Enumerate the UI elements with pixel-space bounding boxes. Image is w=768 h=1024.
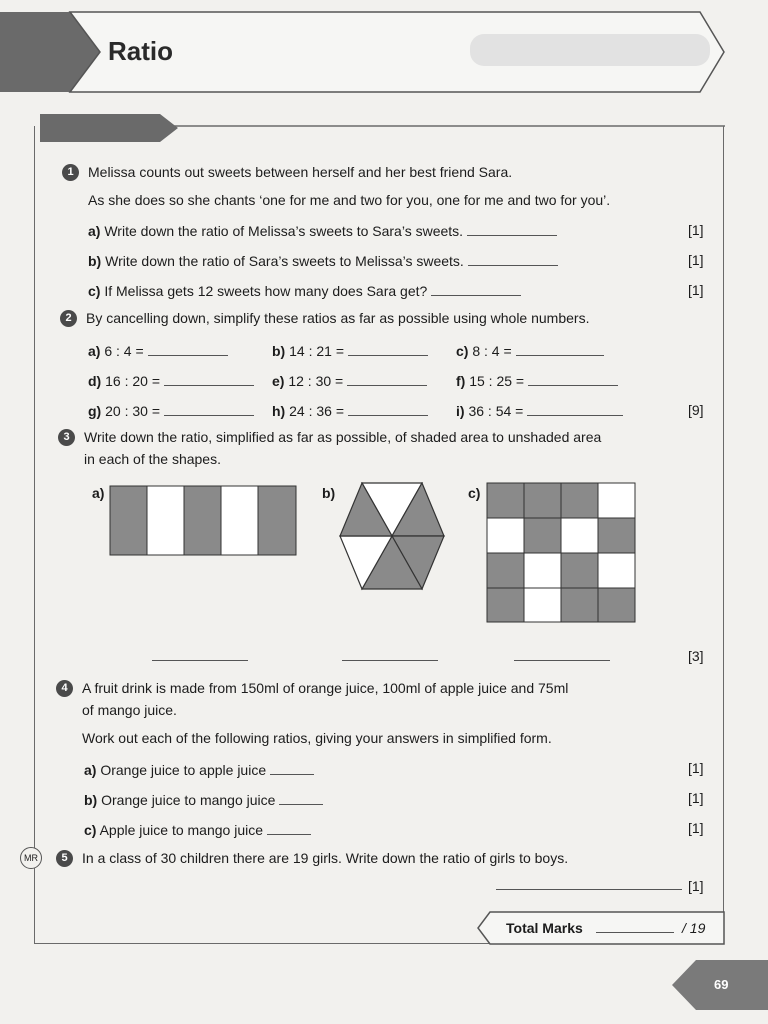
q2e-text: 12 : 30 =: [288, 373, 344, 389]
q2f: [456, 372, 618, 390]
q4a-mark: [1]: [688, 760, 704, 776]
q4b-answer-line[interactable]: [279, 792, 323, 805]
q2i: [456, 402, 623, 420]
q2h-text: 24 : 36 =: [289, 403, 344, 419]
total-marks-value: / 19: [682, 920, 706, 936]
q3-stem-2: in each of the shapes.: [84, 451, 221, 467]
q2d-answer-line[interactable]: [164, 373, 254, 386]
q2c-label: c): [456, 343, 469, 359]
q2d: [88, 372, 254, 390]
total-marks-line[interactable]: [596, 932, 674, 933]
q4a-answer-line[interactable]: [270, 762, 314, 775]
frame-tab: [34, 112, 184, 146]
q2h: [272, 402, 428, 420]
q2i-label: i): [456, 403, 465, 419]
q2-stem: By cancelling down, simplify these ratios as far as possible using whole numbers.: [86, 310, 590, 326]
q3-stem: Write down the ratio, simplified as far as possible, of shaded area to unshaded area: [84, 429, 602, 445]
q1b: [88, 252, 558, 270]
q2f-label: f): [456, 373, 466, 389]
q1b-text: Write down the ratio of Sara’s sweets to Melissa’s sweets.: [105, 253, 464, 269]
q2c-answer-line[interactable]: [516, 343, 604, 356]
q4a: [84, 761, 314, 779]
q2b-label: b): [272, 343, 286, 359]
q2a-answer-line[interactable]: [148, 343, 228, 356]
q3c-answer-line[interactable]: [514, 660, 610, 661]
q2f-answer-line[interactable]: [528, 373, 618, 386]
q1c: [88, 282, 521, 300]
question-number-1: 1: [62, 164, 79, 181]
q2i-answer-line[interactable]: [527, 403, 623, 416]
q5-mark: [1]: [688, 878, 704, 894]
q1-stem-2: As she does so she chants ‘one for me and two for you, one for me and two for you’.: [88, 192, 611, 208]
question-number-2: 2: [60, 310, 77, 327]
q2g-text: 20 : 30 =: [105, 403, 160, 419]
page-number: 69: [714, 977, 729, 992]
q3b-hexagon-shape: [338, 482, 446, 598]
q3a-rectangle-shape: [109, 485, 299, 557]
q3-mark: [3]: [688, 648, 704, 664]
q4b: [84, 791, 323, 809]
q2e: [272, 372, 427, 390]
q4c-answer-line[interactable]: [267, 822, 311, 835]
total-marks-label: Total Marks: [506, 920, 583, 936]
q1a-label: a): [88, 223, 101, 239]
mr-badge: MR: [20, 847, 42, 869]
q4b-mark: [1]: [688, 790, 704, 806]
q1c-text: If Melissa gets 12 sweets how many does Sara get?: [104, 283, 428, 299]
q1c-mark: [1]: [688, 282, 704, 298]
q4-stem-3: Work out each of the following ratios, giving your answers in simplified form.: [82, 730, 552, 746]
frame-top-line: [170, 124, 725, 128]
q3b-answer-line[interactable]: [342, 660, 438, 661]
q4b-label: b): [84, 792, 98, 808]
q2g-label: g): [88, 403, 102, 419]
q2b-answer-line[interactable]: [348, 343, 428, 356]
q3c-grid-shape: [486, 482, 638, 624]
q2d-label: d): [88, 373, 102, 389]
q2h-label: h): [272, 403, 286, 419]
q2b: [272, 342, 428, 360]
q2g-answer-line[interactable]: [164, 403, 254, 416]
q1-stem: Melissa counts out sweets between herself and her best friend Sara.: [88, 164, 513, 180]
q4a-text: Orange juice to apple juice: [100, 762, 267, 778]
q2f-text: 15 : 25 =: [469, 373, 525, 389]
q3b-label: b): [322, 485, 336, 501]
question-number-5: 5: [56, 850, 73, 867]
q4-stem: A fruit drink is made from 150ml of orange juice, 100ml of apple juice and 75ml: [82, 680, 569, 696]
q1c-label: c): [88, 283, 101, 299]
q2c: [456, 342, 604, 360]
q1a-text: Write down the ratio of Melissa’s sweets to Sara’s sweets.: [104, 223, 464, 239]
q1c-answer-line[interactable]: [431, 283, 521, 296]
q2a: [88, 342, 228, 360]
q2e-label: e): [272, 373, 285, 389]
q2a-label: a): [88, 343, 101, 359]
q1b-mark: [1]: [688, 252, 704, 268]
q4b-text: Orange juice to mango juice: [101, 792, 276, 808]
q1a-mark: [1]: [688, 222, 704, 238]
q4a-label: a): [84, 762, 97, 778]
q2e-answer-line[interactable]: [347, 373, 427, 386]
q3c-label: c): [468, 485, 481, 501]
q1a-answer-line[interactable]: [467, 223, 557, 236]
page-title: Ratio: [108, 36, 173, 66]
q2-mark: [9]: [688, 402, 704, 418]
question-number-3: 3: [58, 429, 75, 446]
q2b-text: 14 : 21 =: [289, 343, 344, 359]
q2h-answer-line[interactable]: [348, 403, 428, 416]
q1b-answer-line[interactable]: [468, 253, 558, 266]
q4c-label: c): [84, 822, 97, 838]
q2c-text: 8 : 4 =: [472, 343, 512, 359]
q5-stem: In a class of 30 children there are 19 girls. Write down the ratio of girls to boys.: [82, 850, 569, 866]
q4c-text: Apple juice to mango juice: [99, 822, 264, 838]
q3a-answer-line[interactable]: [152, 660, 248, 661]
q3a-label: a): [92, 485, 105, 501]
q2d-text: 16 : 20 =: [105, 373, 160, 389]
q2g: [88, 402, 254, 420]
q1b-label: b): [88, 253, 102, 269]
q1a: [88, 222, 557, 240]
q4c: [84, 821, 311, 839]
q2a-text: 6 : 4 =: [104, 343, 144, 359]
q2i-text: 36 : 54 =: [468, 403, 524, 419]
q4c-mark: [1]: [688, 820, 704, 836]
q4-stem-2: of mango juice.: [82, 702, 177, 718]
q5-answer-line[interactable]: [496, 889, 682, 890]
question-number-4: 4: [56, 680, 73, 697]
